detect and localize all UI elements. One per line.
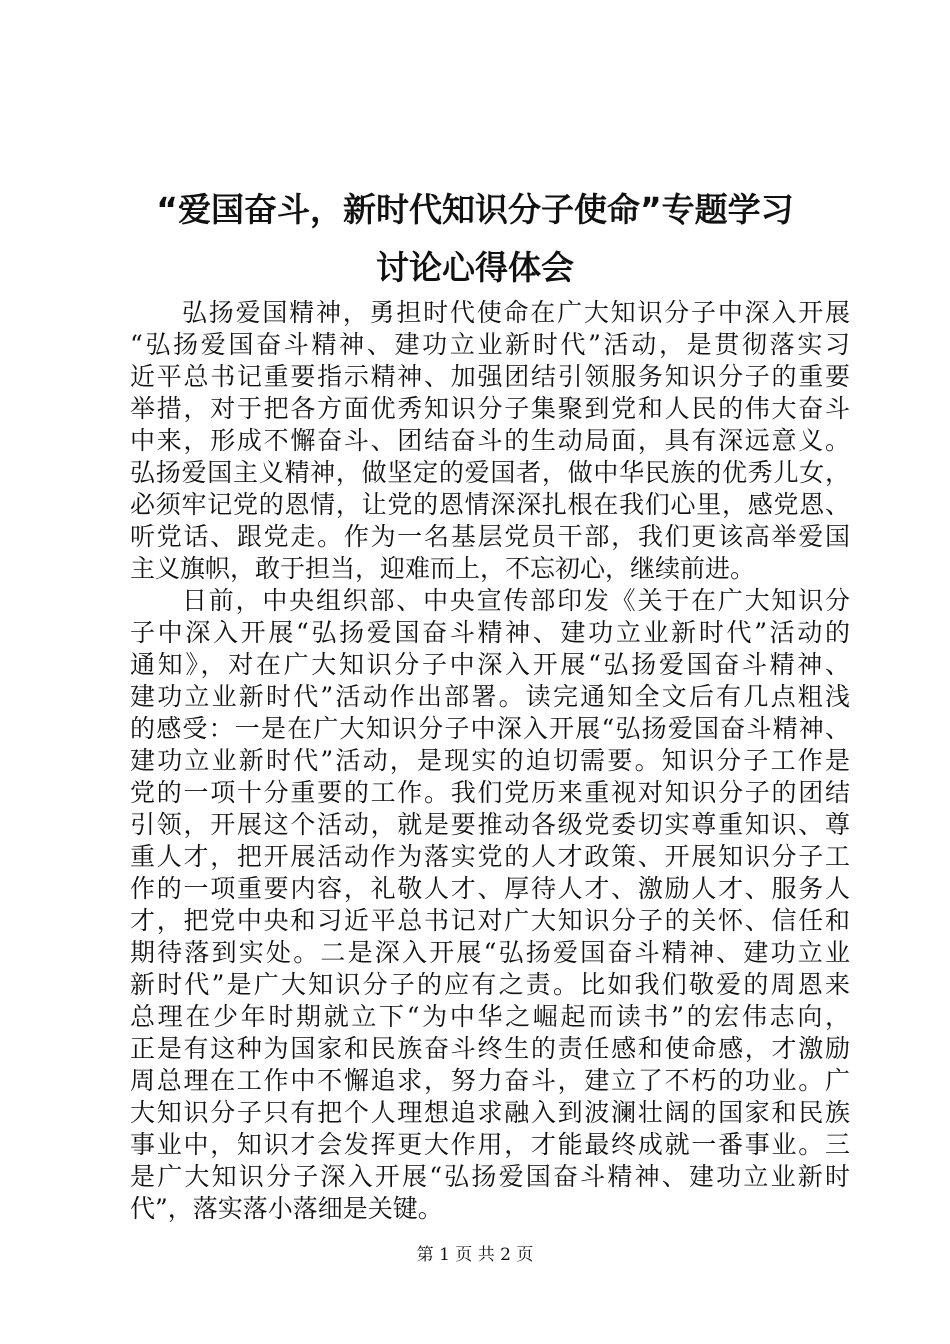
body-line: 代”，落实落小落细是关键。 xyxy=(130,1194,443,1223)
body-line: 大知识分子只有把个人理想追求融入到波澜壮阔的国家和民族 xyxy=(130,1098,850,1127)
body-line: “弘扬爱国奋斗精神、建功立业新时代”活动，是贯彻落实习 xyxy=(130,330,850,359)
body-line: 期待落到实处。二是深入开展“弘扬爱国奋斗精神、建功立业 xyxy=(130,938,850,967)
body-line: 弘扬爱国精神，勇担时代使命在广大知识分子中深入开展 xyxy=(182,298,850,327)
body-line: 引领，开展这个活动，就是要推动各级党委切实尊重知识、尊 xyxy=(130,810,850,839)
body-line: 通知》，对在广大知识分子中深入开展“弘扬爱国奋斗精神、 xyxy=(130,650,850,679)
body-line: 周总理在工作中不懈追求，努力奋斗，建立了不朽的功业。广 xyxy=(130,1066,850,1095)
body-line: 新时代”是广大知识分子的应有之责。比如我们敬爱的周恩来 xyxy=(130,970,850,999)
body-line: 建功立业新时代”活动，是现实的迫切需要。知识分子工作是 xyxy=(130,746,850,775)
body-line: 建功立业新时代”活动作出部署。读完通知全文后有几点粗浅 xyxy=(130,682,850,711)
body-line: 中来，形成不懈奋斗、团结奋斗的生动局面，具有深远意义。 xyxy=(130,426,850,455)
page-number-footer: 第 1 页 共 2 页 xyxy=(416,1245,534,1265)
body-line: 听党话、跟党走。作为一名基层党员干部，我们更该高举爱国 xyxy=(130,522,850,551)
body-line: 作的一项重要内容，礼敬人才、厚待人才、激励人才、服务人 xyxy=(130,874,850,903)
body-line: 弘扬爱国主义精神，做坚定的爱国者，做中华民族的优秀儿女， xyxy=(130,458,850,487)
body-line: 才，把党中央和习近平总书记对广大知识分子的关怀、信任和 xyxy=(130,906,850,935)
body-line: 主义旗帜，敢于担当，迎难而上，不忘初心，继续前进。 xyxy=(130,554,756,583)
body-line: 重人才，把开展活动作为落实党的人才政策、开展知识分子工 xyxy=(130,842,850,871)
document-title-line-2: 讨论心得体会 xyxy=(376,248,574,287)
body-line: 正是有这种为国家和民族奋斗终生的责任感和使命感，才激励 xyxy=(130,1034,850,1063)
body-line: 子中深入开展“弘扬爱国奋斗精神、建功立业新时代”活动的 xyxy=(130,618,850,647)
document-title-line-1: “爱国奋斗，新时代知识分子使命”专题学习 xyxy=(156,190,794,229)
body-line: 总理在少年时期就立下“为中华之崛起而读书”的宏伟志向， xyxy=(130,1002,850,1031)
body-line: 举措，对于把各方面优秀知识分子集聚到党和人民的伟大奋斗 xyxy=(130,394,850,423)
body-line: 的感受：一是在广大知识分子中深入开展“弘扬爱国奋斗精神、 xyxy=(130,714,850,743)
body-line: 党的一项十分重要的工作。我们党历来重视对知识分子的团结 xyxy=(130,778,850,807)
document-body xyxy=(130,297,850,1225)
body-line: 事业中，知识才会发挥更大作用，才能最终成就一番事业。三 xyxy=(130,1130,850,1159)
body-line: 必须牢记党的恩情，让党的恩情深深扎根在我们心里，感党恩、 xyxy=(130,490,850,519)
body-line: 是广大知识分子深入开展“弘扬爱国奋斗精神、建功立业新时 xyxy=(130,1162,850,1191)
body-line: 日前，中央组织部、中央宣传部印发《关于在广大知识分 xyxy=(182,586,850,615)
body-line: 近平总书记重要指示精神、加强团结引领服务知识分子的重要 xyxy=(130,362,850,391)
